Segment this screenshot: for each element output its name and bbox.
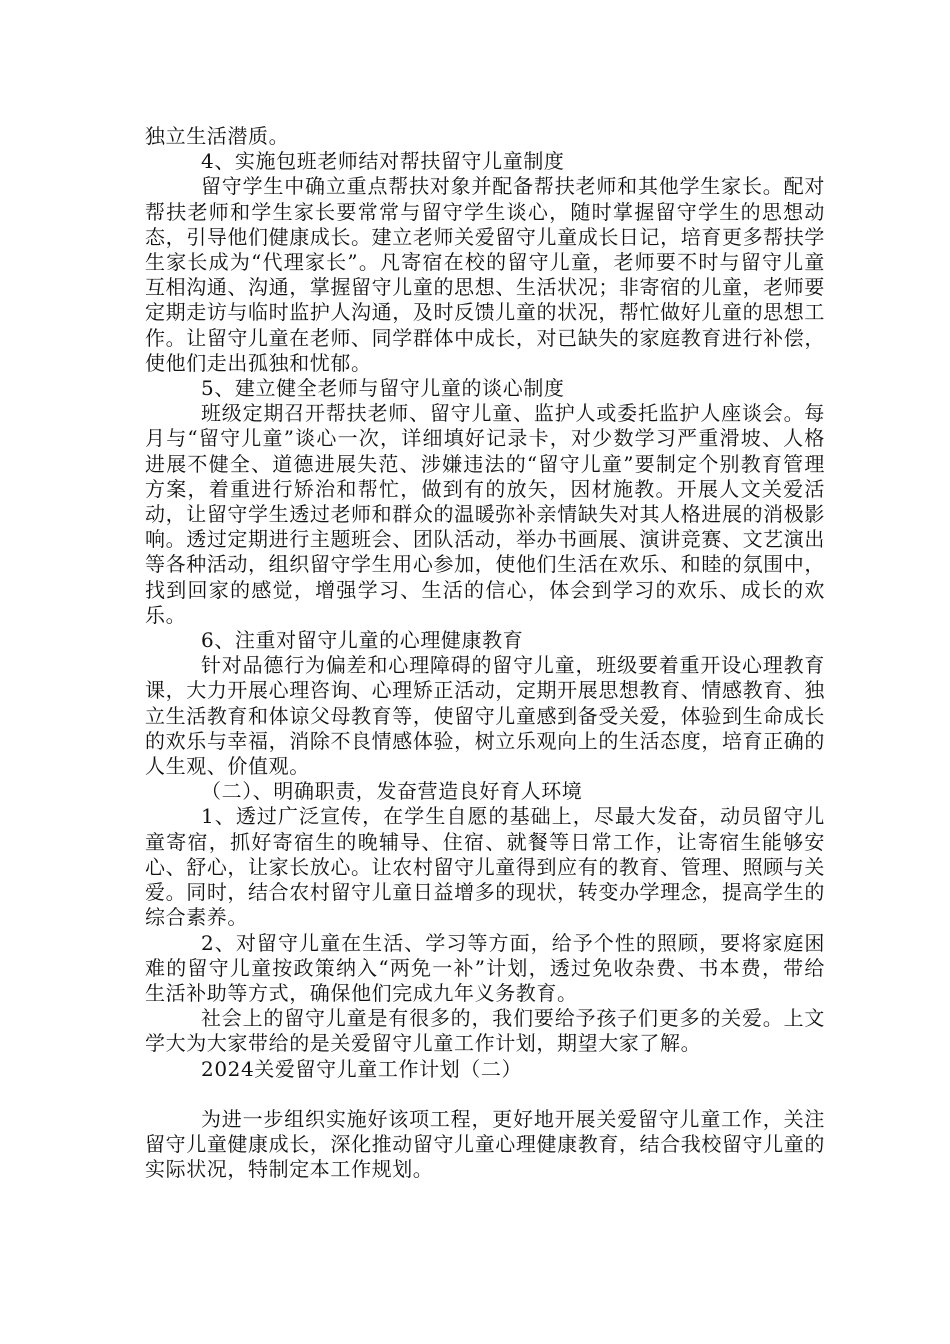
heading-5: 5、建立健全老师与留守儿童的谈心制度 <box>201 376 565 401</box>
paragraph-0: 独立生活潜质。 <box>145 124 290 148</box>
paragraph-10: 社会上的留守儿童是有很多的，我们要给予孩子们更多的关爱。上文学大为大家带给的是关爱留守儿童工作计划，期望大家了解。 <box>145 1006 825 1056</box>
paragraph-9: 2、对留守儿童在生活、学习等方面，给予个性的照顾，要将家庭困难的留守儿童按政策纳入“两免一补”计划，透过免收杂费、书本费，带给生活补助等方式，确保他们完成九年义务教育。 <box>145 930 825 1005</box>
plan-title-2: 2024关爱留守儿童工作计划（二） <box>201 1056 523 1081</box>
paragraph-8: 1、透过广泛宣传，在学生自愿的基础上，尽最大发奋，动员留守儿童寄宿，抓好寄宿生的晚辅导、住宿、就餐等日常工作，让寄宿生能够安心、舒心，让家长放心。让农村留守儿童得到应有的教育、管理、照顾与关爱。同时，结合农村留守儿童日益增多的现状，转变办学理念，提高学生的综合素养。 <box>145 804 825 930</box>
paragraph-13: 为进一步组织实施好该项工程，更好地开展关爱留守儿童工作，关注留守儿童健康成长，深化推动留守儿童心理健康教育，结合我校留守儿童的实际状况，特制定本工作规划。 <box>145 1106 825 1182</box>
heading-6: 6、注重对留守儿童的心理健康教育 <box>201 628 524 653</box>
heading-4: 4、实施包班老师结对帮扶留守儿童制度 <box>201 149 565 174</box>
paragraph-6: 针对品德行为偏差和心理障碍的留守儿童，班级要着重开设心理教育课，大力开展心理咨询、心理矫正活动，定期开展思想教育、情感教育、独立生活教育和体谅父母教育等，使留守儿童感到备受关爱，体验到生命成长的欢乐与幸福，消除不良情感体验，树立乐观向上的生活态度，培育正确的人生观、价值观。 <box>145 653 825 779</box>
blank-line <box>145 1082 825 1107</box>
paragraph-2: 留守学生中确立重点帮扶对象并配备帮扶老师和其他学生家长。配对帮扶老师和学生家长要常常与留守学生谈心，随时掌握留守学生的思想动态，引导他们健康成长。建立老师关爱留守儿童成长日记，培育更多帮扶学生家长成为“代理家长”。凡寄宿在校的留守儿童，老师要不时与留守儿童互相沟通、沟通，掌握留守儿童的思想、生活状况；非寄宿的儿童，老师要定期走访与临时监护人沟通，及时反馈儿童的状况，帮忙做好儿童的思想工作。让留守儿童在老师、同学群体中成长，对已缺失的家庭教育进行补偿，使他们走出孤独和忧郁。 <box>145 174 825 375</box>
document-body <box>145 124 825 1182</box>
section-heading-2: （二）、明确职责，发奋营造良好育人环境 <box>201 779 583 804</box>
paragraph-4: 班级定期召开帮扶老师、留守儿童、监护人或委托监护人座谈会。每月与“留守儿童”谈心一次，详细填好记录卡，对少数学习严重滑坡、人格进展不健全、道德进展失范、涉嫌违法的“留守儿童”要制定个别教育管理方案，着重进行矫治和帮忙，做到有的放矢，因材施教。开展人文关爱活动，让留守学生透过老师和群众的温暖弥补亲情缺失对其人格进展的消极影响。透过定期进行主题班会、团队活动，举办书画展、演讲竞赛、文艺演出等各种活动，组织留守学生用心参加，使他们生活在欢乐、和睦的氛围中，找到回家的感觉，增强学习、生活的信心，体会到学习的欢乐、成长的欢乐。 <box>145 401 825 627</box>
